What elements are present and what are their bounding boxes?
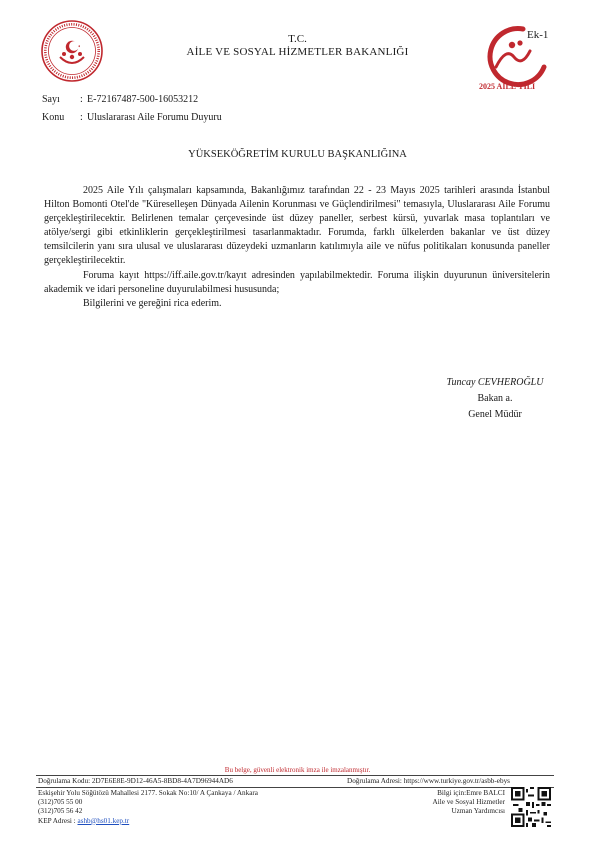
- office-address: Eskişehir Yolu Söğütözü Mahallesi 2177. Sokak No:10/ A Çankaya / Ankara: [38, 789, 259, 797]
- footer-rule-bottom: [36, 787, 554, 788]
- verification-address-link[interactable]: https://www.turkiye.gov.tr/asbb-ebys: [403, 777, 510, 785]
- verification-code-value: 2D7E6E8E-9D12-46A5-8BD8-4A7D96944AD6: [91, 777, 233, 785]
- body-paragraph-2: Foruma kayıt https://iff.aile.gov.tr/kayıt adresinden yapılabilmektedir. Foruma ilişkin duyurunun üniversitelerin akademik ve idari personeline duyurulabilmesi hususunda;: [44, 269, 550, 295]
- brand-text: 2025 AİLE YILI: [479, 82, 536, 91]
- subject-label: Konu: [42, 112, 65, 123]
- verification-code-label: Doğrulama Kodu:: [38, 777, 91, 785]
- info-unit: Aile ve Sosyal Hizmetler: [432, 798, 505, 807]
- subject-value: Uluslararası Aile Forumu Duyuru: [87, 112, 222, 123]
- footer-rule-top: [36, 775, 554, 776]
- recipient: YÜKSEKÖĞRETİM KURULU BAŞKANLIĞINA: [188, 149, 407, 160]
- fax-number: (312)705 56 42: [38, 807, 83, 816]
- verification-code: [38, 777, 233, 785]
- number-separator: :: [80, 94, 83, 105]
- signature-block: [400, 375, 590, 423]
- contact-block: [38, 789, 258, 826]
- verification-address: [347, 777, 553, 785]
- phone-number: (312)705 55 00: [38, 798, 83, 807]
- kep-label: KEP Adresi :: [38, 816, 76, 825]
- body-paragraph-1: 2025 Aile Yılı çalışmaları kapsamında, Bakanlığımız tarafından 22 - 23 Mayıs 2025 tarihleri arasında İstanbul Hilton Bomonti Otel'de "Küreselleşen Dünyada Ailenin Korunması ve Güçlendirilmesi" temasıyla, Uluslararası Aile Forumu gerçekleştirilecektir. Belirlenen temalar çerçevesinde üst düzey paneller, serbest kürsü, yuvarlak masa toplantıları ve atölye/sergi gibi etkinliklerin gerçekleştirilmesi tasarlanmaktadır. Forumda, farklı ülkelerden bakanlar ve üst düzey temsilcilerin yanı sıra ulusal ve uluslararası düzeydeki uzmanların katılımıyla aile ve nüfus politikaları konusunda paneller gerçekleştirilecektir.: [44, 185, 550, 267]
- annex-label: Ek-1: [527, 29, 549, 41]
- header-tc: T.C.: [288, 33, 307, 45]
- body-paragraph-3: Bilgilerini ve gereğini rica ederim.: [83, 297, 222, 309]
- ministry-name: AİLE VE SOSYAL HİZMETLER BAKANLIĞI: [186, 46, 409, 58]
- number-label: Sayı: [42, 94, 60, 105]
- signer-title: Genel Müdür: [468, 409, 522, 420]
- kep-row: [38, 817, 258, 826]
- info-title: Uzman Yardımcısı: [451, 807, 505, 816]
- signer-name: Tuncay CEVHEROĞLU: [446, 377, 544, 388]
- verification-address-label: Doğrulama Adresi:: [347, 777, 402, 785]
- kep-address-link[interactable]: ashb@hs01.kep.tr: [77, 816, 130, 825]
- info-person: Bilgi için:Emre BALCI: [437, 789, 505, 797]
- letter-body: [44, 184, 550, 311]
- number-row: [42, 94, 442, 108]
- subject-separator: :: [80, 112, 83, 123]
- signer-authority: Bakan a.: [477, 393, 513, 404]
- info-contact: [400, 789, 505, 817]
- number-value: E-72167487-500-16053212: [87, 94, 199, 105]
- esign-note: Bu belge, güvenli elektronik imza ile imzalanmıştır.: [224, 766, 371, 774]
- qr-code: [511, 787, 551, 827]
- subject-row: [42, 112, 442, 126]
